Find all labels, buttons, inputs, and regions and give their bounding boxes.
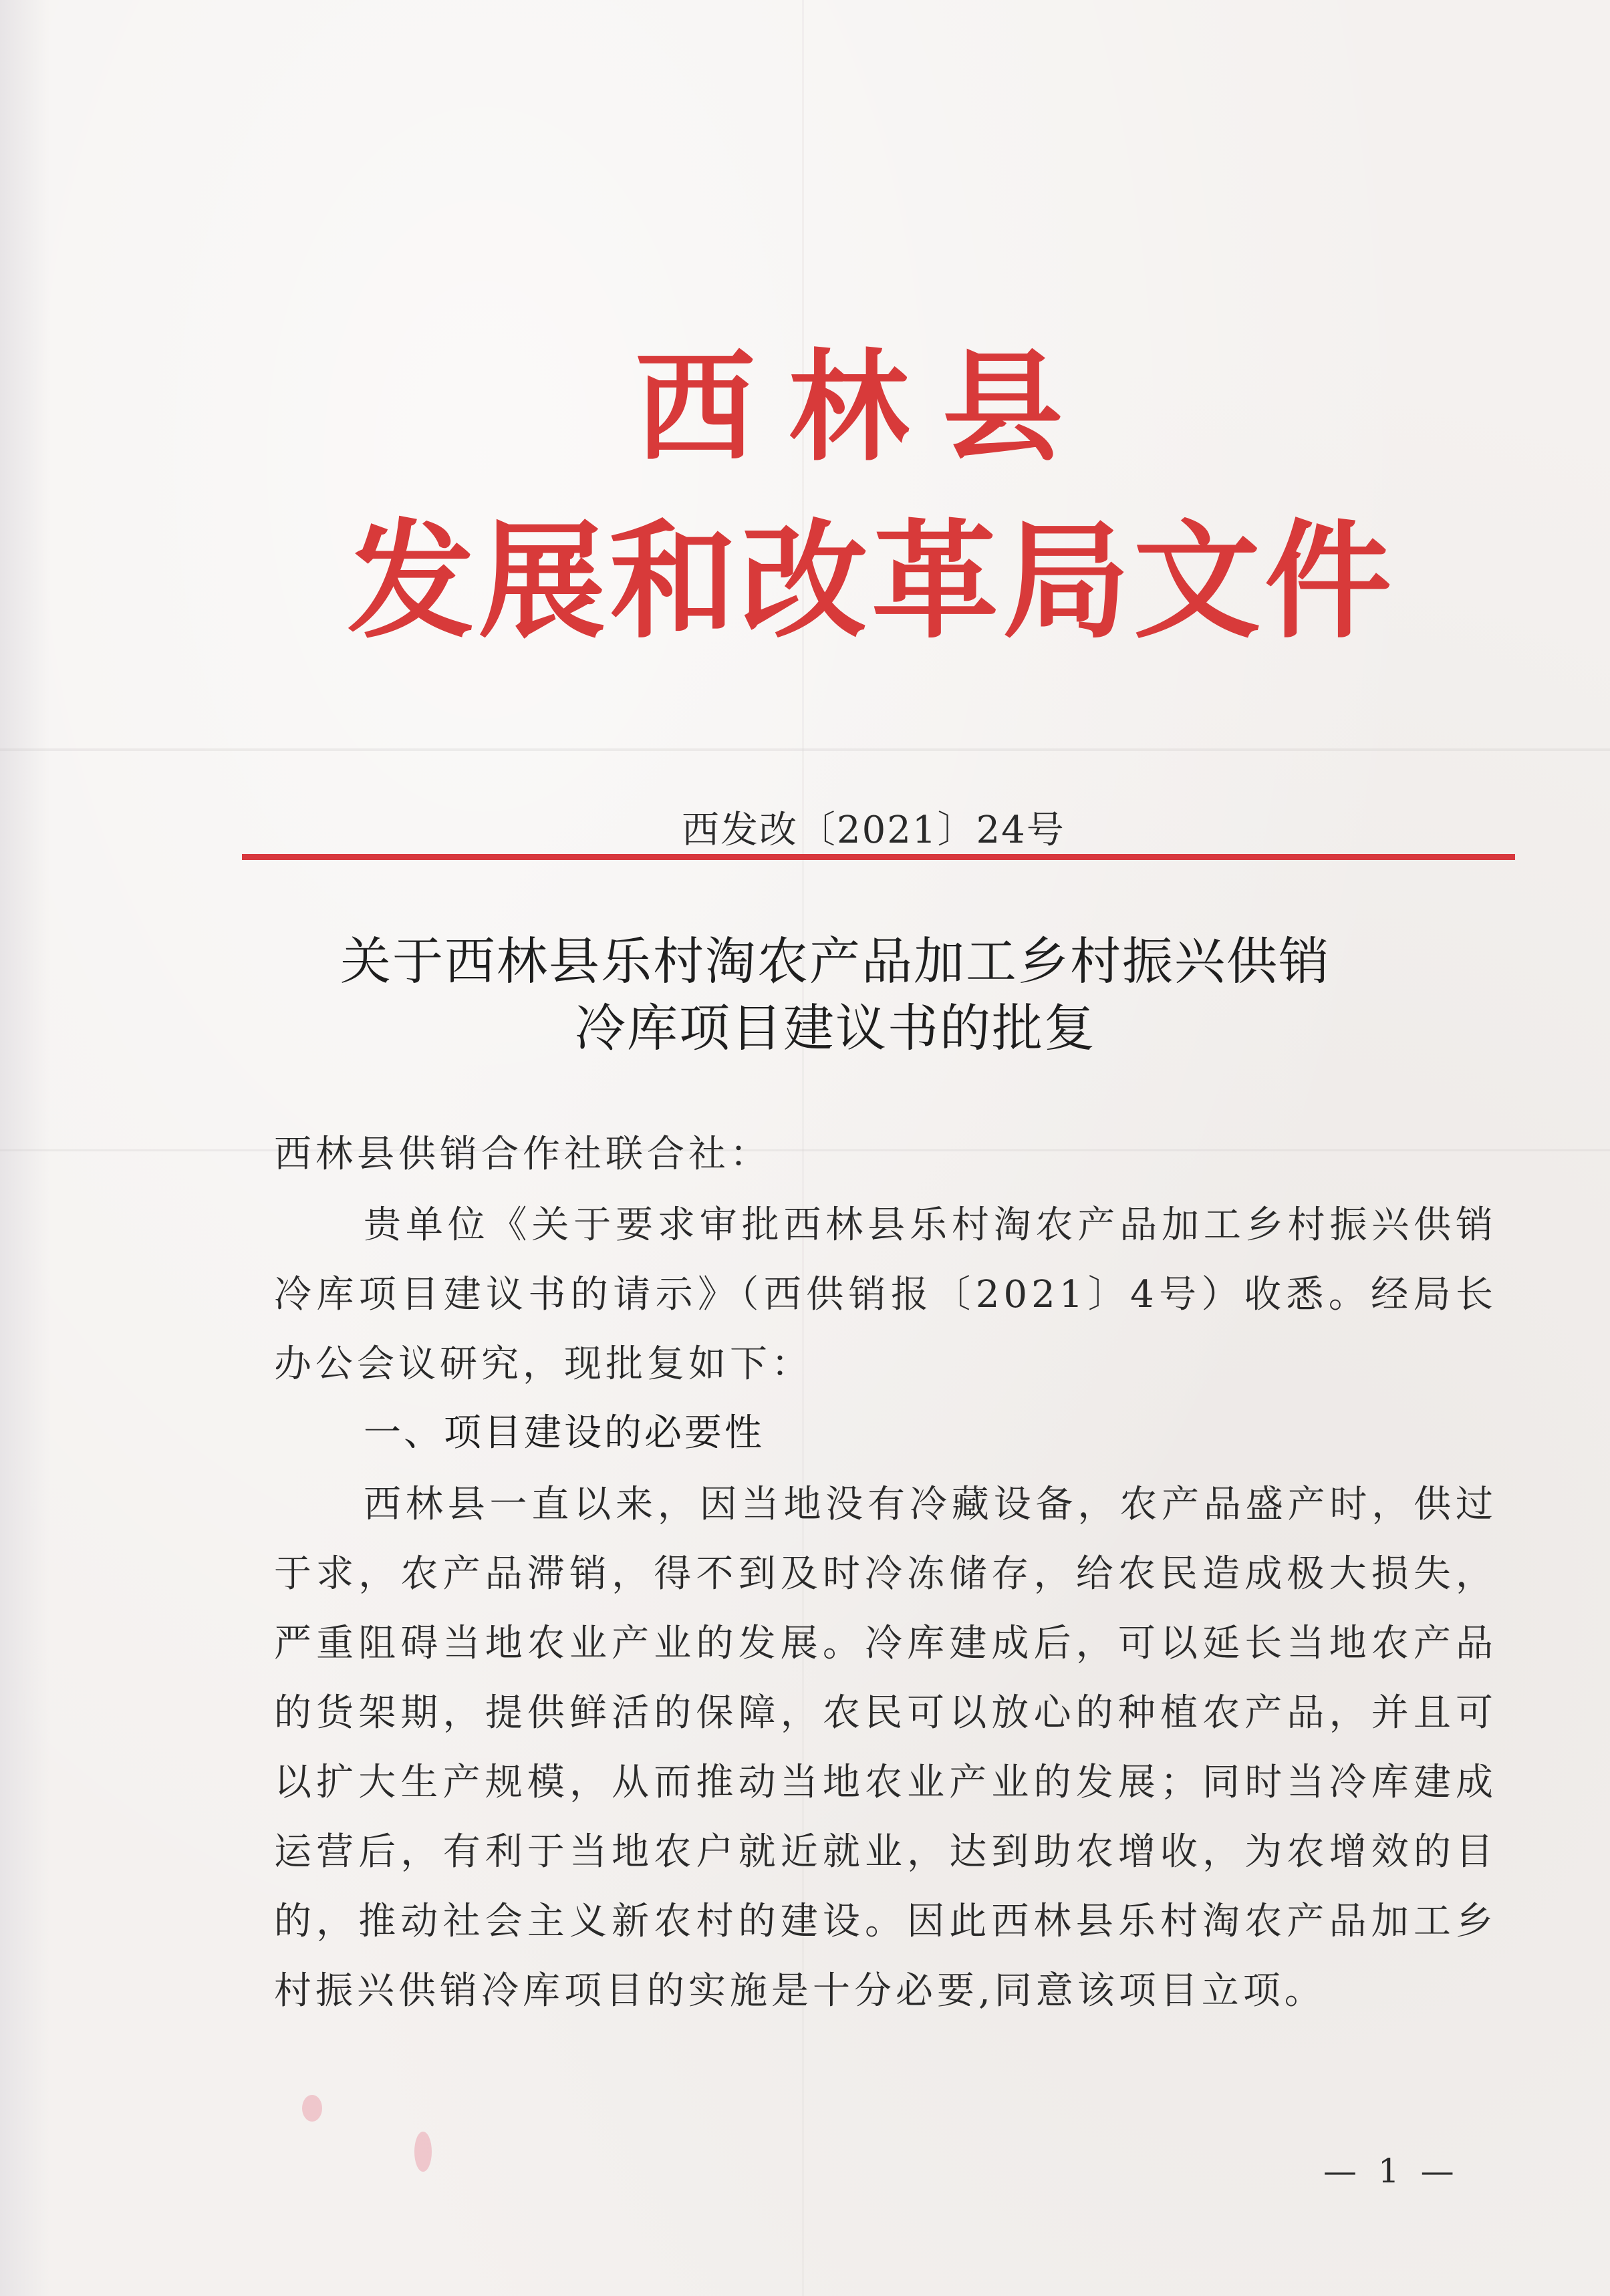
body-paragraph-1: 贵单位《关于要求审批西林县乐村淘农产品加工乡村振兴供销冷库项目建议书的请示》（西供销报〔2021〕4号）收悉。经局长办公会议研究，现批复如下： — [274, 1203, 1497, 1386]
document-number: 西发改〔2021〕24号 — [682, 809, 1065, 852]
issuing-org-line2: 发展和改革局文件 — [348, 507, 1396, 656]
issuing-org-line1: 西林县 — [635, 337, 1097, 478]
ink-stain — [302, 2095, 322, 2122]
document-title-line1: 关于西林县乐村淘农产品加工乡村振兴供销 — [340, 931, 1331, 991]
body-paragraph-2: 西林县一直以来，因当地没有冷藏设备，农产品盛产时，供过于求，农产品滞销，得不到及时冷冻储存，给农民造成极大损失，严重阻碍当地农业产业的发展。冷库建成后，可以延长当地农产品的货架期，提供鲜活的保障，农民可以放心的种植农产品，并且可以扩大生产规模，从而推动当地农业产业的发展；同时当冷库建成运营后，有利于当地农户就近就业，达到助农增收，为农增效的目的，推动社会主义新农村的建设。因此西林县乐村淘农产品加工乡村振兴供销冷库项目的实施是十分必要,同意该项目立项。 — [274, 1483, 1497, 2013]
red-separator-rule — [242, 854, 1515, 860]
page-number: — 1 — — [1323, 2152, 1460, 2190]
document-title-line2: 冷库项目建议书的批复 — [575, 998, 1096, 1058]
ink-stain — [414, 2132, 432, 2172]
scan-edge-shadow — [0, 0, 50, 2296]
section-heading-1: 一、项目建设的必要性 — [364, 1411, 765, 1455]
addressee: 西林县供销合作社联合社： — [274, 1133, 771, 1176]
paper-fold-line — [0, 748, 1610, 751]
